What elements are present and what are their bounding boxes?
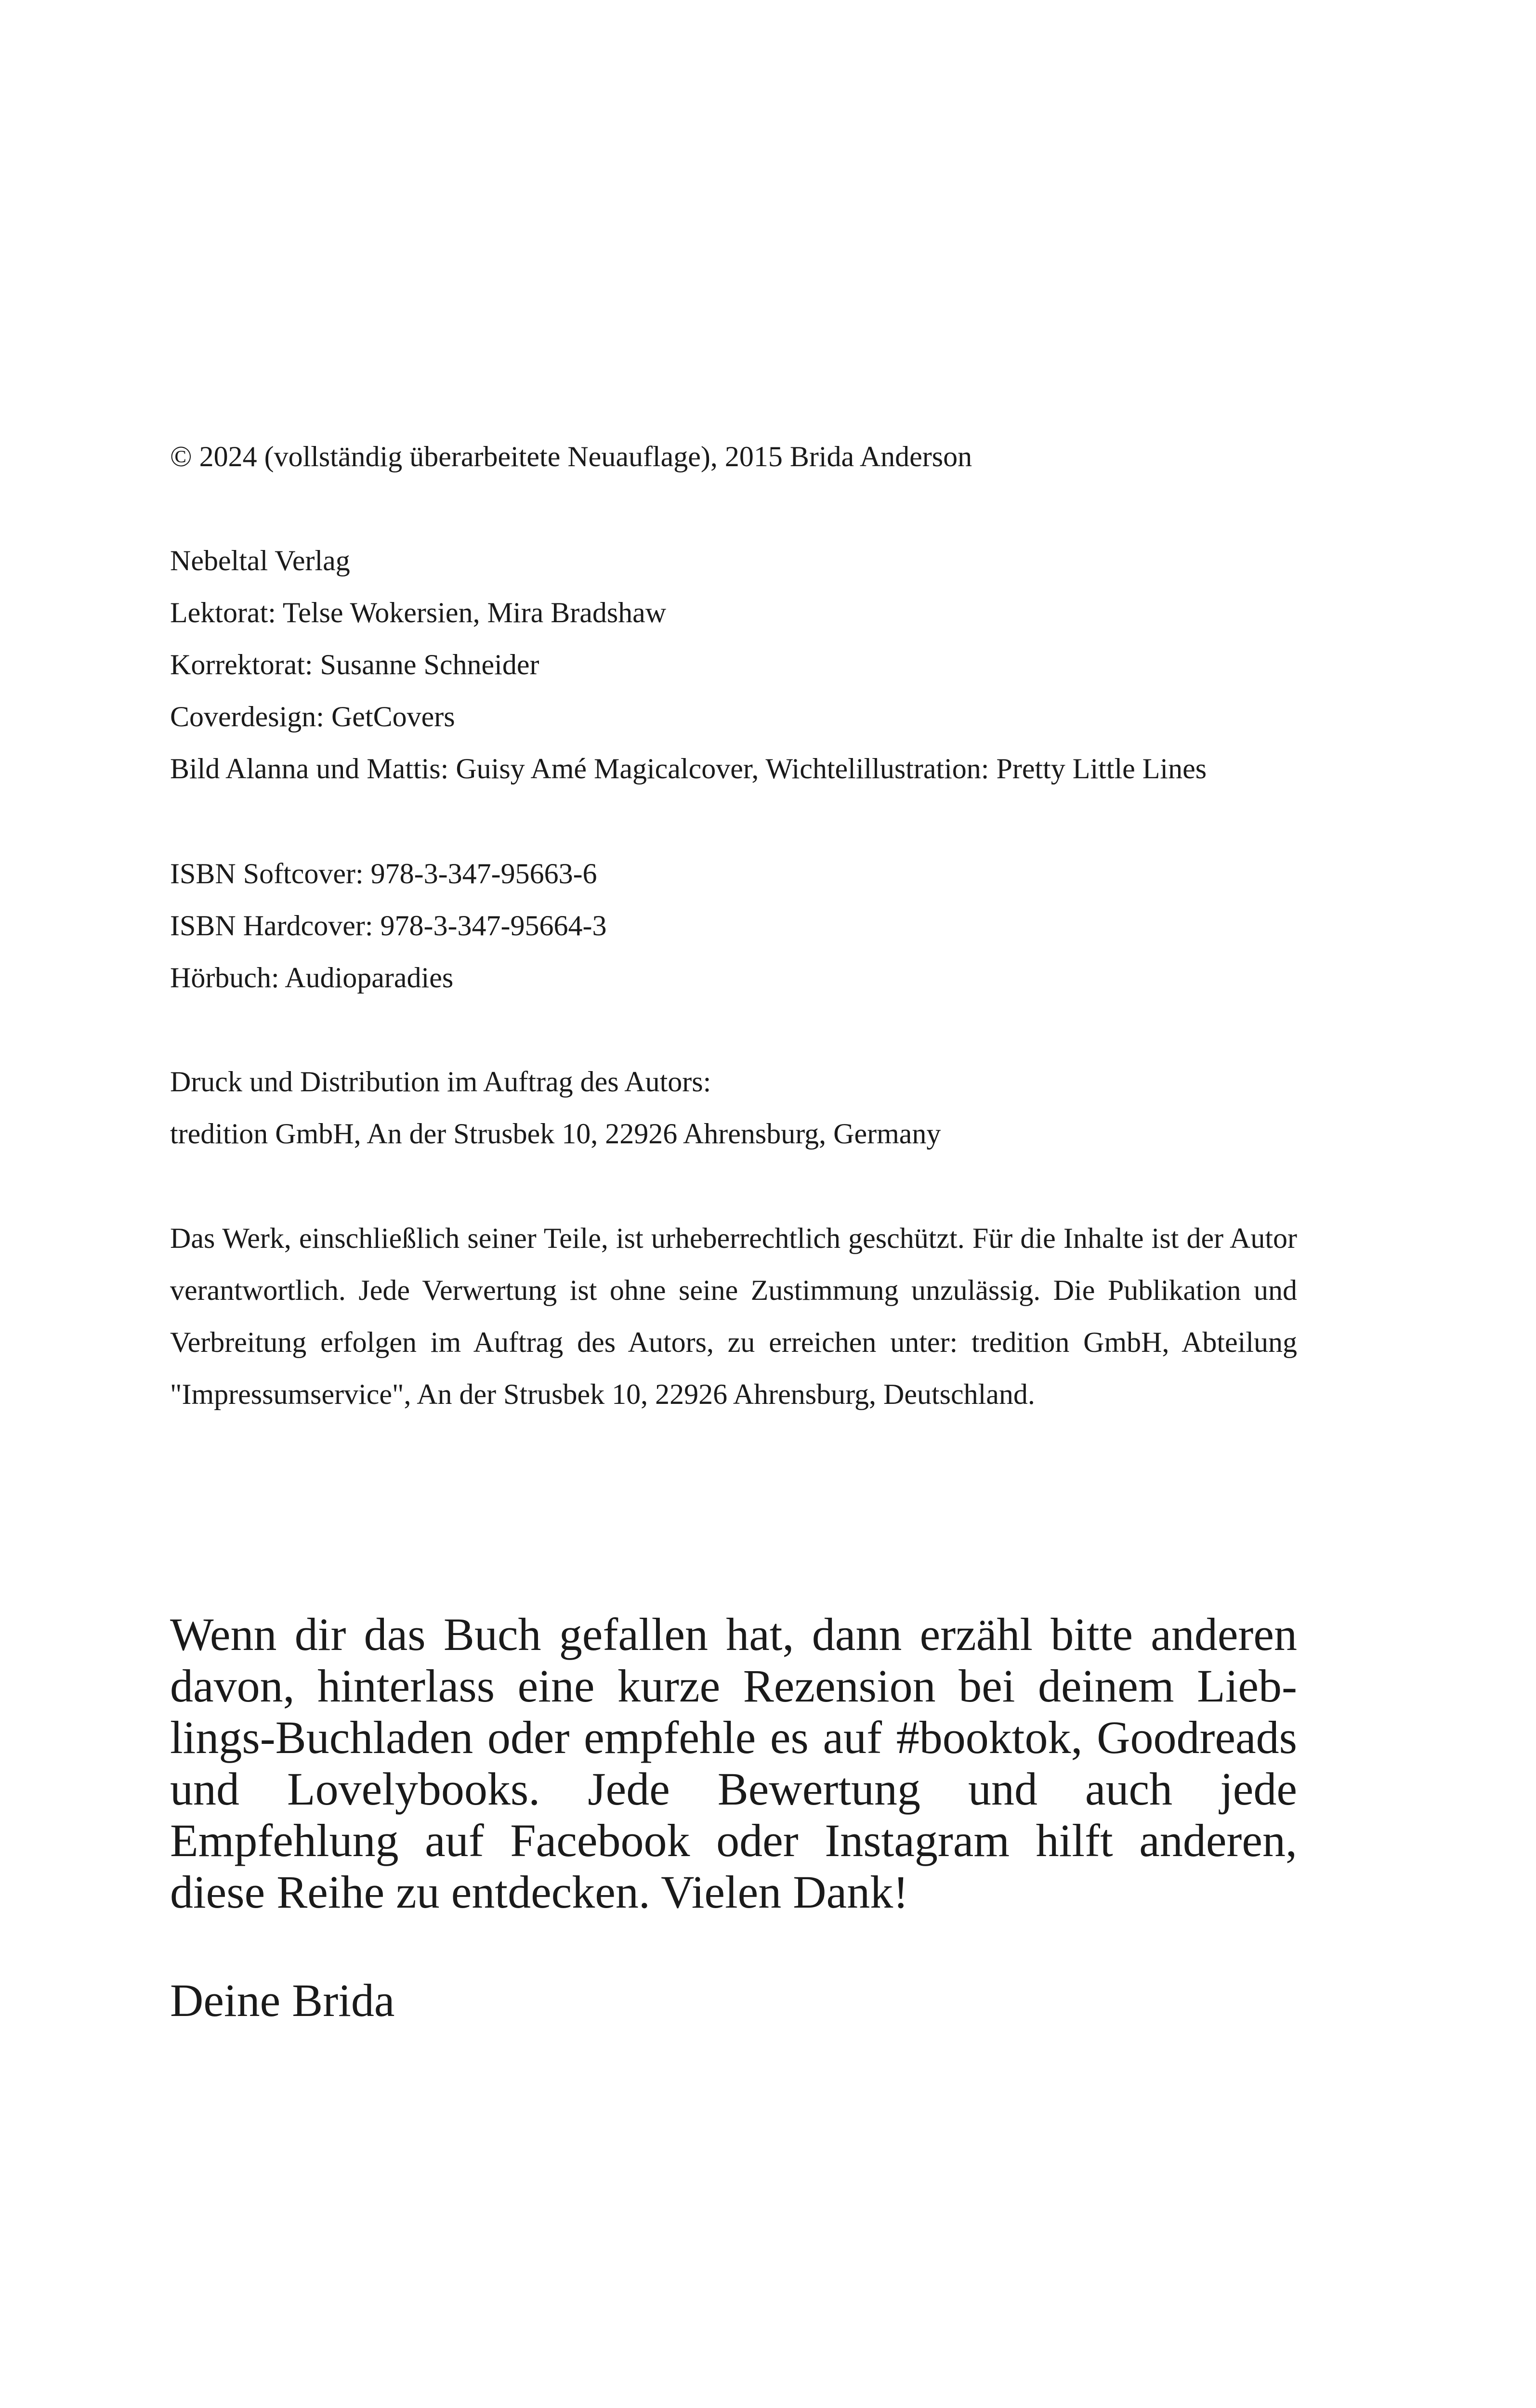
isbn-block: [170, 848, 1297, 1004]
print-distribution-block: [170, 1056, 1297, 1160]
author-signature: Deine Brida: [170, 1975, 395, 2026]
print-distribution-line: Druck und Distribution im Auftrag des Autors:: [170, 1066, 711, 1098]
audiobook-line: Hörbuch: Audioparadies: [170, 962, 454, 994]
isbn-softcover-line: ISBN Softcover: 978-3-347-95663-6: [170, 858, 597, 890]
copyright-legal-paragraph: Das Werk, einschließlich seiner Teile, ist urheberrechtlich geschützt. Für die Inhalte ist der Autor verantwortlich. Jede Verwertung ist ohne seine Zustimmung unzulässig. Die Publikation und Verbreitung erfolgen im Auftrag des Autors, zu erreichen unter: tredition GmbH, Abteilung "Impressumservice", An der Strusbek 10, 22926 Ahrensburg, Deutschland.: [170, 1222, 1297, 1410]
distributor-address-line: tredition GmbH, An der Strusbek 10, 22926 Ahrensburg, Germany: [170, 1118, 941, 1150]
editing-line: Lektorat: Telse Wokersien, Mira Bradshaw: [170, 597, 667, 628]
review-request-paragraph: Wenn dir das Buch gefallen hat, dann erzähl bitte anderen davon, hinterlass eine kurze Rezension bei deinem Lieblings-Buchladen oder empfehle es auf #booktok, Goodreads und Lovelybooks. Jede Bewertung und auch jede Empfehlung auf Facebook oder Instagram hilft anderen, diese Reihe zu entdecken. Vielen Dank!: [170, 1609, 1297, 1918]
proofreading-line: Korrektorat: Susanne Schneider: [170, 649, 539, 681]
illustration-credits-line: Bild Alanna und Mattis: Guisy Amé Magicalcover, Wichtelillustration: Pretty Little Lines: [170, 753, 1207, 785]
copyright-line: © 2024 (vollständig überarbeitete Neuauflage), 2015 Brida Anderson: [170, 441, 972, 472]
copyright-notice: [170, 431, 1297, 483]
publisher-line: Nebeltal Verlag: [170, 545, 350, 576]
cover-design-line: Coverdesign: GetCovers: [170, 701, 455, 733]
isbn-hardcover-line: ISBN Hardcover: 978-3-347-95664-3: [170, 910, 607, 942]
credits-block: [170, 535, 1297, 795]
